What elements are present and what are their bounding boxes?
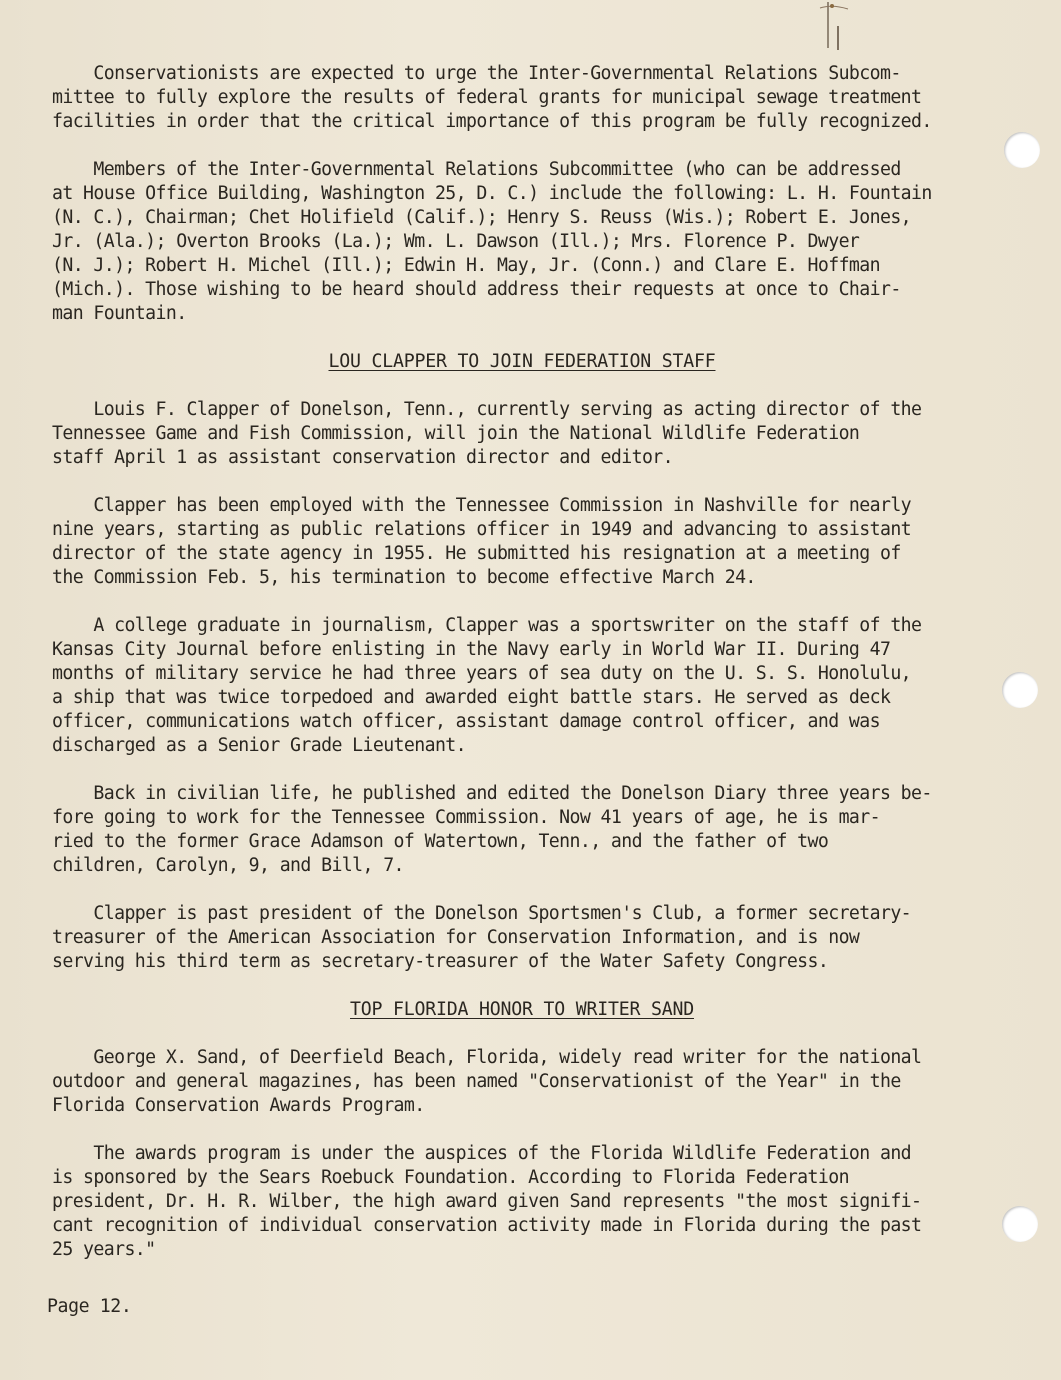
- text-line: outdoor and general magazines, has been named "Conservationist of the Year" in the: [52, 1071, 901, 1092]
- text-line: man Fountain.: [52, 303, 187, 324]
- text-line: nine years, starting as public relations officer in 1949 and advancing to assistant: [52, 519, 912, 540]
- text-line: president, Dr. H. R. Wilber, the high award given Sand represents "the most signifi-: [52, 1191, 922, 1212]
- paragraph: [52, 62, 992, 134]
- text-line: months of military service he had three years of sea duty on the U. S. S. Honolulu,: [52, 663, 912, 684]
- paragraph: [52, 494, 992, 590]
- text-line: director of the state agency in 1955. He submitted his resignation at a meeting of: [52, 543, 901, 564]
- punch-hole-bottom: [1002, 1206, 1038, 1242]
- section-sand: [52, 1046, 992, 1262]
- article-body: [52, 62, 992, 1286]
- text-line: children, Carolyn, 9, and Bill, 7.: [52, 855, 404, 876]
- text-line: The awards program is under the auspices of the Florida Wildlife Federation and: [52, 1143, 912, 1164]
- text-line: fore going to work for the Tennessee Commission. Now 41 years of age, he is mar-: [52, 807, 880, 828]
- page-number: Page 12.: [47, 1296, 132, 1317]
- text-line: officer, communications watch officer, assistant damage control officer, and was: [52, 711, 880, 732]
- section-subcommittee: [52, 62, 992, 326]
- ink-mark: [818, 0, 858, 60]
- text-line: a ship that was twice torpedoed and awarded eight battle stars. He served as deck: [52, 687, 891, 708]
- punch-hole-top: [1004, 132, 1040, 168]
- text-line: (N. C.), Chairman; Chet Holifield (Calif.); Henry S. Reuss (Wis.); Robert E. Jones,: [52, 207, 912, 228]
- text-line: Louis F. Clapper of Donelson, Tenn., currently serving as acting director of the: [52, 399, 922, 420]
- text-line: ried to the former Grace Adamson of Watertown, Tenn., and the father of two: [52, 831, 829, 852]
- text-line: treasurer of the American Association for Conservation Information, and is now: [52, 927, 860, 948]
- text-line: Back in civilian life, he published and edited the Donelson Diary three years be-: [52, 783, 932, 804]
- text-line: (Mich.). Those wishing to be heard should address their requests at once to Chair-: [52, 279, 901, 300]
- heading-clapper-text: LOU CLAPPER TO JOIN FEDERATION STAFF: [328, 351, 716, 372]
- paragraph: [52, 782, 992, 878]
- text-line: Kansas City Journal before enlisting in the Navy early in World War II. During 47: [52, 639, 891, 660]
- text-line: is sponsored by the Sears Roebuck Foundation. According to Florida Federation: [52, 1167, 849, 1188]
- text-line: Clapper is past president of the Donelson Sportsmen's Club, a former secretary-: [52, 903, 912, 924]
- text-line: the Commission Feb. 5, his termination to become effective March 24.: [52, 567, 756, 588]
- heading-sand-text: TOP FLORIDA HONOR TO WRITER SAND: [350, 999, 694, 1020]
- heading-sand: [52, 998, 992, 1022]
- text-line: Clapper has been employed with the Tennessee Commission in Nashville for nearly: [52, 495, 912, 516]
- paragraph: [52, 398, 992, 470]
- text-line: A college graduate in journalism, Clapper was a sportswriter on the staff of the: [52, 615, 922, 636]
- text-line: mittee to fully explore the results of federal grants for municipal sewage treatment: [52, 87, 922, 108]
- text-line: discharged as a Senior Grade Lieutenant.: [52, 735, 466, 756]
- paragraph: [52, 614, 992, 758]
- text-line: staff April 1 as assistant conservation director and editor.: [52, 447, 673, 468]
- text-line: Members of the Inter-Governmental Relations Subcommittee (who can be addressed: [52, 159, 901, 180]
- text-line: Tennessee Game and Fish Commission, will join the National Wildlife Federation: [52, 423, 860, 444]
- section-clapper: [52, 398, 992, 974]
- text-line: Jr. (Ala.); Overton Brooks (La.); Wm. L. Dawson (Ill.); Mrs. Florence P. Dwyer: [52, 231, 860, 252]
- text-line: 25 years.": [52, 1239, 156, 1260]
- text-line: cant recognition of individual conservation activity made in Florida during the past: [52, 1215, 922, 1236]
- text-line: at House Office Building, Washington 25, D. C.) include the following: L. H. Fountain: [52, 183, 932, 204]
- paragraph: [52, 1142, 992, 1262]
- paragraph: [52, 1046, 992, 1118]
- text-line: George X. Sand, of Deerfield Beach, Florida, widely read writer for the national: [52, 1047, 922, 1068]
- text-line: serving his third term as secretary-treasurer of the Water Safety Congress.: [52, 951, 829, 972]
- paragraph: [52, 158, 992, 326]
- punch-hole-middle: [1002, 672, 1038, 708]
- paragraph: [52, 902, 992, 974]
- text-line: (N. J.); Robert H. Michel (Ill.); Edwin H. May, Jr. (Conn.) and Clare E. Hoffman: [52, 255, 880, 276]
- text-line: Conservationists are expected to urge the Inter-Governmental Relations Subcom-: [52, 63, 901, 84]
- heading-clapper: [52, 350, 992, 374]
- text-line: facilities in order that the critical importance of this program be fully recognized.: [52, 111, 932, 132]
- text-line: Florida Conservation Awards Program.: [52, 1095, 425, 1116]
